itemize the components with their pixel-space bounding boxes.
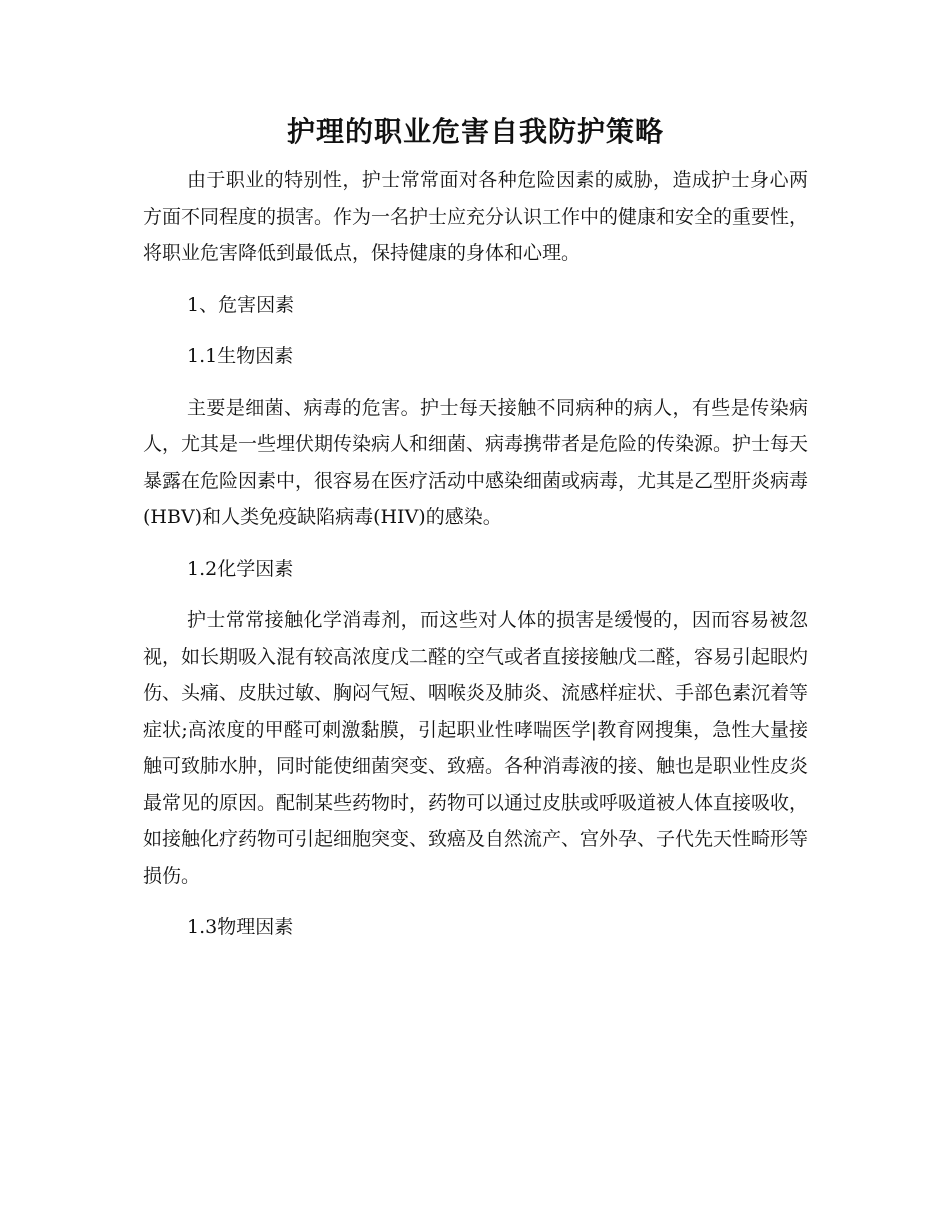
section-1-1-heading: 1.1生物因素 (187, 345, 294, 367)
intro-paragraph: 由于职业的特别性，护士常常面对各种危险因素的威胁，造成护士身心两方面不同程度的损害。作为一名护士应充分认识工作中的健康和安全的重要性，将职业危害降低到最低点，保持健康的身体和心理。 (143, 169, 809, 264)
spacer (143, 587, 808, 602)
section-1-1-body: 主要是细菌、病毒的危害。护士每天接触不同病种的病人，有些是传染病人，尤其是一些埋伏期传染病人和细菌、病毒携带者是危险的传染源。护士每天暴露在危险因素中，很容易在医疗活动中感染细菌或病毒，尤其是乙型肝炎病毒(HBV)和人类免疫缺陷病毒(HIV)的感染。 (143, 396, 809, 528)
document-title: 护理的职业危害自我防护策略 (286, 115, 664, 148)
spacer (143, 536, 808, 551)
spacer (143, 323, 808, 338)
section-1-2-body: 护士常常接触化学消毒剂，而这些对人体的损害是缓慢的，因而容易被忽视，如长期吸入混有较高浓度戊二醛的空气或者直接接触戊二醛，容易引起眼灼伤、头痛、皮肤过敏、胸闷气短、咽喉炎及肺炎、流感样症状、手部色素沉着等症状;高浓度的甲醛可刺激黏膜，引起职业性哮喘医学|教育网搜集，急性大量接触可致肺水肿，同时能使细菌突变、致癌。各种消毒液的接、触也是职业性皮炎最常见的原因。配制某些药物时，药物可以通过皮肤或呼吸道被人体直接吸收，如接触化疗药物可引起细胞突变、致癌及自然流产、宫外孕、子代先天性畸形等损伤。 (143, 609, 809, 887)
spacer (143, 894, 808, 909)
spacer (143, 375, 808, 390)
spacer (143, 272, 808, 287)
document-page (143, 112, 808, 946)
section-1-heading: 1、危害因素 (187, 293, 295, 316)
section-1-3-heading: 1.3物理因素 (187, 916, 294, 938)
section-1-2-heading: 1.2化学因素 (187, 557, 294, 580)
